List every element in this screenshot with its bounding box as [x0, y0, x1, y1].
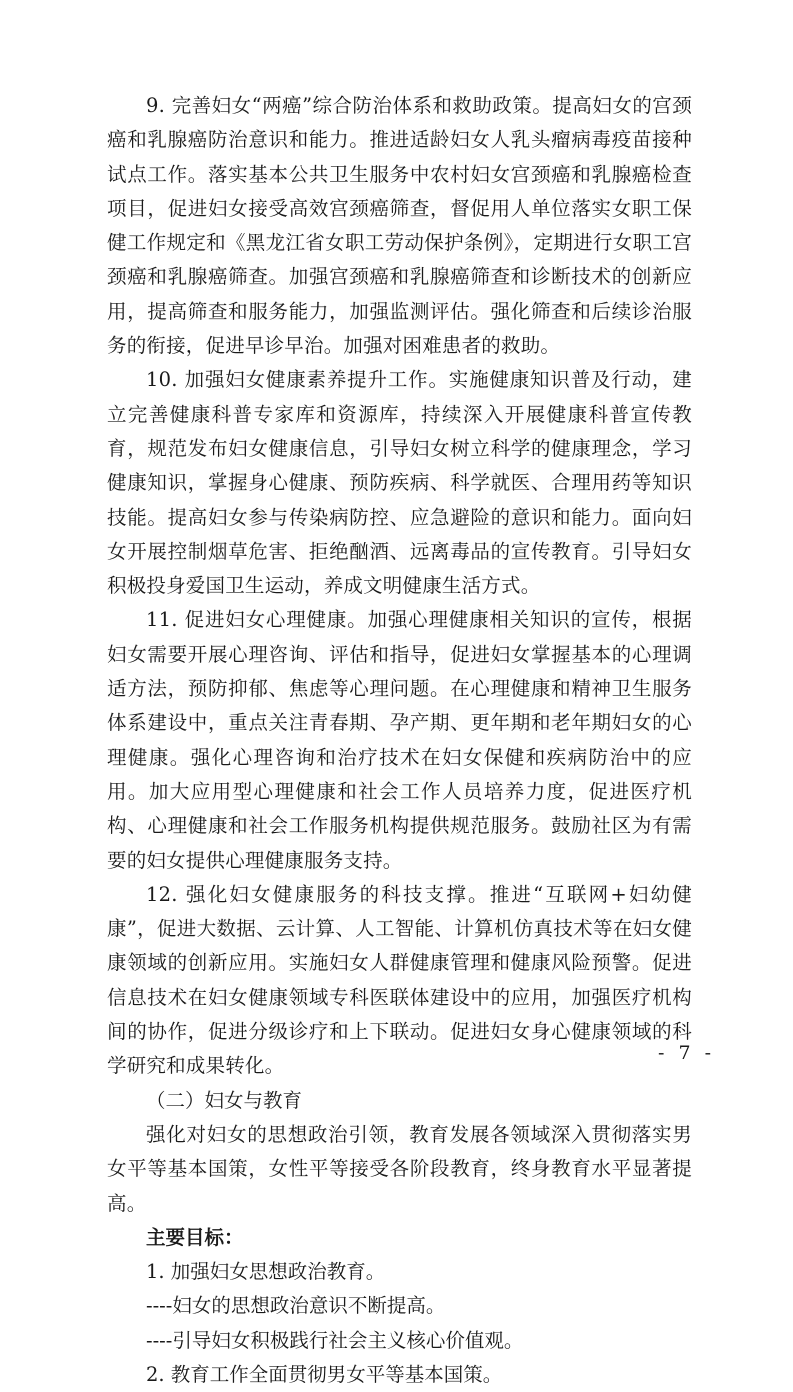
page-number: - 7 - — [657, 1042, 715, 1064]
page-content — [107, 89, 692, 1392]
section-intro: 强化对妇女的思想政治引领，教育发展各领域深入贯彻落实男女平等基本国策，女性平等接受各阶段教育，终身教育水平显著提高。 — [107, 1122, 692, 1215]
section-heading: （二）妇女与教育 — [146, 1088, 303, 1112]
goal-subitem: ----妇女的思想政治意识不断提高。 — [146, 1294, 446, 1318]
paragraph-item-9: 9. 完善妇女“两癌”综合防治体系和救助政策。提高妇女的宫颈癌和乳腺癌防治意识和能力。推进适龄妇女人乳头瘤病毒疫苗接种试点工作。落实基本公共卫生服务中农村妇女宫颈癌和乳腺癌检查项目，促进妇女接受高效宫颈癌筛查，督促用人单位落实女职工保健工作规定和《黑龙江省女职工劳动保护条例》，定期进行女职工宫颈癌和乳腺癌筛查。加强宫颈癌和乳腺癌筛查和诊断技术的创新应用，提高筛查和服务能力，加强监测评估。强化筛查和后续诊治服务的衔接，促进早诊早治。加强对困难患者的救助。 — [107, 94, 692, 358]
paragraph-item-11: 11. 促进妇女心理健康。加强心理健康相关知识的宣传，根据妇女需要开展心理咨询、评估和指导，促进妇女掌握基本的心理调适方法，预防抑郁、焦虑等心理问题。在心理健康和精神卫生服务体系建设中，重点关注青春期、孕产期、更年期和老年期妇女的心理健康。强化心理咨询和治疗技术在妇女保健和疾病防治中的应用。加大应用型心理健康和社会工作人员培养力度，促进医疗机构、心理健康和社会工作服务机构提供规范服务。鼓励社区为有需要的妇女提供心理健康服务支持。 — [107, 608, 692, 872]
goal-item-1: 1. 加强妇女思想政治教育。 — [146, 1260, 386, 1284]
paragraph-item-12: 12. 强化妇女健康服务的科技支撑。推进“互联网+妇幼健康”，促进大数据、云计算、人工智能、计算机仿真技术等在妇女健康领域的创新应用。实施妇女人群健康管理和健康风险预警。促进信息技术在妇女健康领域专科医联体建设中的应用，加强医疗机构间的协作，促进分级诊疗和上下联动。促进妇女身心健康领域的科学研究和成果转化。 — [107, 882, 692, 1078]
goals-heading: 主要目标： — [146, 1225, 244, 1249]
goal-subitem: ----引导妇女积极践行社会主义核心价值观。 — [146, 1328, 524, 1352]
paragraph-item-10: 10. 加强妇女健康素养提升工作。实施健康知识普及行动，建立完善健康科普专家库和资源库，持续深入开展健康科普宣传教育，规范发布妇女健康信息，引导妇女树立科学的健康理念，学习健康知识，掌握身心健康、预防疾病、科学就医、合理用药等知识技能。提高妇女参与传染病防控、应急避险的意识和能力。面向妇女开展控制烟草危害、拒绝酗酒、远离毒品的宣传教育。引导妇女积极投身爱国卫生运动，养成文明健康生活方式。 — [107, 368, 692, 598]
goal-item-2: 2. 教育工作全面贯彻男女平等基本国策。 — [146, 1362, 503, 1386]
